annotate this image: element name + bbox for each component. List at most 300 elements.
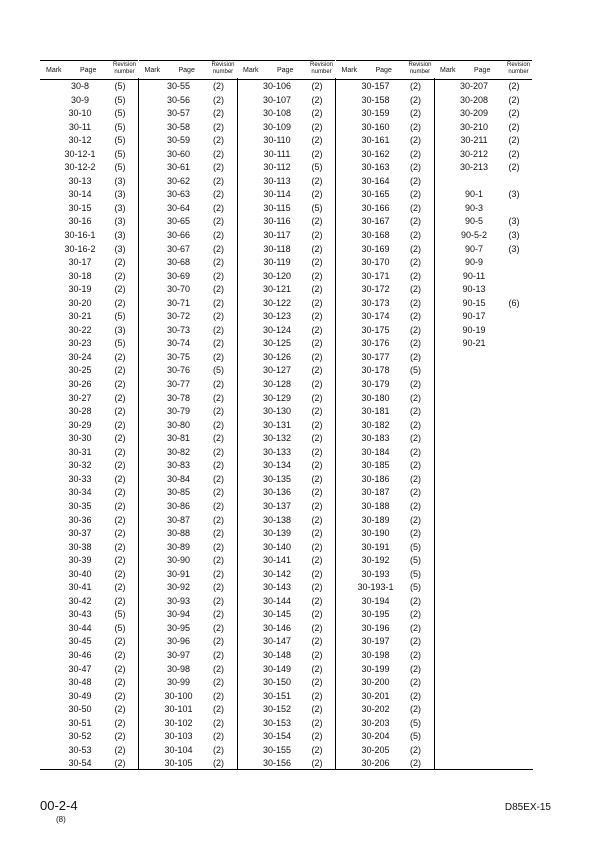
table-row xyxy=(139,80,237,94)
revision-cell: (2) xyxy=(311,175,323,186)
page-cell: 30-51 xyxy=(68,717,92,728)
table-row xyxy=(40,351,138,365)
revision-cell: (2) xyxy=(311,121,323,132)
table-row xyxy=(139,744,237,758)
revision-cell: (2) xyxy=(114,595,126,606)
table-row xyxy=(237,405,335,419)
mark-header: Mark xyxy=(243,67,259,74)
revision-cell: (3) xyxy=(508,216,520,227)
table-column-block xyxy=(237,60,335,771)
page-cell: 30-54 xyxy=(68,758,92,769)
table-row xyxy=(139,595,237,609)
table-row xyxy=(40,229,138,243)
page-cell: 30-60 xyxy=(166,148,191,159)
table-row xyxy=(237,744,335,758)
revision-cell: (5) xyxy=(114,121,126,132)
revision-cell: (2) xyxy=(114,649,126,660)
table-row xyxy=(336,581,434,595)
page-cell: 30-83 xyxy=(166,460,191,471)
page-cell: 30-147 xyxy=(262,636,292,647)
page-cell: 30-150 xyxy=(262,677,292,688)
revision-cell: (2) xyxy=(114,731,126,742)
page-cell: 30-102 xyxy=(164,717,193,728)
table-row xyxy=(336,337,434,351)
table-row xyxy=(336,324,434,338)
page-cell: 30-152 xyxy=(262,704,292,715)
table-row xyxy=(40,256,138,270)
revision-cell: (2) xyxy=(114,351,126,362)
page-cell: 30-168 xyxy=(361,230,390,241)
page-cell: 30-12-1 xyxy=(64,148,96,159)
table-row xyxy=(237,446,335,460)
table-row xyxy=(336,148,434,162)
revision-cell: (2) xyxy=(410,270,421,281)
revision-cell: (2) xyxy=(311,500,323,511)
table-row xyxy=(139,161,237,175)
page-cell: 30-56 xyxy=(166,94,191,105)
revision-cell: (2) xyxy=(311,243,323,254)
page-cell: 30-160 xyxy=(361,121,390,132)
table-row xyxy=(237,283,335,297)
revision-cell: (2) xyxy=(410,230,421,241)
mark-header: Mark xyxy=(144,67,161,74)
table-row xyxy=(237,595,335,609)
table-row xyxy=(139,297,237,311)
page-cell: 90-11 xyxy=(462,270,486,281)
table-row xyxy=(237,649,335,663)
revision-cell: (2) xyxy=(311,568,323,579)
revision-cell: (2) xyxy=(213,284,224,295)
table-row xyxy=(434,148,532,162)
revision-cell: (2) xyxy=(213,487,224,498)
page-cell: 30-180 xyxy=(361,392,390,403)
page-cell: 30-112 xyxy=(263,162,291,173)
page-cell: 30-68 xyxy=(166,257,191,268)
revision-cell: (2) xyxy=(311,595,323,606)
revision-cell: (2) xyxy=(410,419,421,430)
revision-header-line1: Revision xyxy=(408,62,432,68)
table-row xyxy=(336,161,434,175)
page-cell: 30-173 xyxy=(361,297,390,308)
page-cell: 30-175 xyxy=(361,324,390,335)
revision-cell: (2) xyxy=(311,324,323,335)
mark-header: Mark xyxy=(440,67,456,74)
page-cell: 30-16-1 xyxy=(64,230,96,241)
table-row xyxy=(40,270,138,284)
page-cell: 30-198 xyxy=(361,649,390,660)
page-cell: 30-39 xyxy=(68,555,92,566)
page-number: 00-2-4 xyxy=(40,798,78,813)
revision-cell: (2) xyxy=(311,406,323,417)
table-row xyxy=(237,500,335,514)
page-cell: 30-145 xyxy=(262,609,292,620)
revision-cell: (2) xyxy=(410,636,421,647)
table-row xyxy=(40,649,138,663)
table-row xyxy=(237,215,335,229)
table-row xyxy=(434,337,532,351)
page-cell: 30-114 xyxy=(263,189,291,200)
table-row xyxy=(336,202,434,216)
table-row xyxy=(139,364,237,378)
table-row xyxy=(336,256,434,270)
revision-cell: (2) xyxy=(508,135,520,146)
table-row xyxy=(237,297,335,311)
page-cell: 30-52 xyxy=(68,731,92,742)
revision-cell: (2) xyxy=(311,744,323,755)
table-row xyxy=(336,310,434,324)
page-cell: 90-9 xyxy=(464,257,483,268)
page-cell: 30-113 xyxy=(263,175,291,186)
page-cell: 30-110 xyxy=(263,135,291,146)
page-cell: 30-148 xyxy=(262,649,292,660)
revision-cell: (2) xyxy=(311,622,323,633)
table-row xyxy=(336,419,434,433)
page-cell: 30-28 xyxy=(68,406,92,417)
revision-cell: (2) xyxy=(213,677,224,688)
page-cell: 30-108 xyxy=(262,108,292,119)
page-cell: 30-189 xyxy=(361,514,390,525)
page-cell: 30-187 xyxy=(361,487,390,498)
table-row xyxy=(40,419,138,433)
table-row xyxy=(336,378,434,392)
table-row xyxy=(40,392,138,406)
page-cell: 30-158 xyxy=(361,94,390,105)
table-row xyxy=(237,229,335,243)
page-cell: 30-149 xyxy=(262,663,292,674)
table-row xyxy=(434,202,532,216)
page-cell: 30-124 xyxy=(262,324,292,335)
table-row xyxy=(336,744,434,758)
page-cell: 30-132 xyxy=(262,433,292,444)
revision-cell: (2) xyxy=(410,189,421,200)
page-cell: 30-49 xyxy=(68,690,92,701)
page-cell: 90-1 xyxy=(464,189,483,200)
page-cell: 30-154 xyxy=(262,731,292,742)
revision-cell: (2) xyxy=(508,108,520,119)
table-row xyxy=(237,351,335,365)
page-cell: 30-121 xyxy=(262,284,292,295)
table-row xyxy=(336,514,434,528)
page-cell: 30-190 xyxy=(361,528,390,539)
table-row xyxy=(434,324,532,338)
page-cell: 30-156 xyxy=(262,758,292,769)
table-row xyxy=(40,202,138,216)
table-row xyxy=(139,608,237,622)
page-cell: 30-12-2 xyxy=(64,162,96,173)
revision-cell: (2) xyxy=(311,636,323,647)
page-cell: 30-33 xyxy=(68,473,92,484)
page-cell: 30-200 xyxy=(361,677,390,688)
page-cell: 30-129 xyxy=(262,392,292,403)
revision-cell: (2) xyxy=(213,338,224,349)
revision-cell: (2) xyxy=(114,690,126,701)
page-cell: 30-72 xyxy=(166,311,191,322)
page-cell: 30-116 xyxy=(263,216,291,227)
table-row xyxy=(237,270,335,284)
page-cell: 30-88 xyxy=(166,528,191,539)
page-cell: 30-89 xyxy=(166,541,191,552)
revision-cell: (2) xyxy=(311,663,323,674)
revision-cell: (5) xyxy=(114,94,126,105)
table-row xyxy=(336,432,434,446)
page-cell: 30-18 xyxy=(68,270,92,281)
page-cell: 30-209 xyxy=(459,108,489,119)
table-row xyxy=(40,473,138,487)
page-cell: 30-16 xyxy=(68,216,92,227)
revision-cell: (2) xyxy=(410,406,421,417)
revision-cell: (2) xyxy=(213,270,224,281)
page-cell: 30-62 xyxy=(166,175,191,186)
page-cell: 30-36 xyxy=(68,514,92,525)
page-cell: 30-42 xyxy=(68,595,92,606)
table-row xyxy=(336,297,434,311)
revision-cell: (2) xyxy=(114,257,126,268)
table-row xyxy=(336,215,434,229)
page-cell: 30-104 xyxy=(164,744,193,755)
table-row xyxy=(139,121,237,135)
page-cell: 30-12 xyxy=(68,135,92,146)
page-cell: 30-40 xyxy=(68,568,92,579)
page-cell: 30-211 xyxy=(460,135,488,146)
revision-cell: (2) xyxy=(311,230,323,241)
page-cell: 30-87 xyxy=(166,514,191,525)
revision-cell: (2) xyxy=(508,148,520,159)
table-row xyxy=(336,500,434,514)
table-row xyxy=(336,446,434,460)
page-cell: 30-141 xyxy=(262,555,292,566)
table-row xyxy=(237,568,335,582)
table-row xyxy=(139,392,237,406)
revision-cell: (2) xyxy=(213,148,224,159)
page-cell: 90-3 xyxy=(464,202,483,213)
table-row xyxy=(434,310,532,324)
table-row xyxy=(237,730,335,744)
revision-cell: (2) xyxy=(114,487,126,498)
revision-cell: (2) xyxy=(410,744,421,755)
table-row xyxy=(40,310,138,324)
revision-cell: (2) xyxy=(311,189,323,200)
revision-cell: (3) xyxy=(114,202,126,213)
table-row xyxy=(139,554,237,568)
table-row xyxy=(336,405,434,419)
table-row xyxy=(139,649,237,663)
mark-header: Mark xyxy=(341,67,358,74)
table-row xyxy=(40,622,138,636)
page-cell: 30-177 xyxy=(361,351,390,362)
revision-cell: (2) xyxy=(213,162,224,173)
page-cell: 30-41 xyxy=(68,582,92,593)
page-cell: 30-138 xyxy=(262,514,292,525)
page-cell: 30-163 xyxy=(361,162,390,173)
revision-cell: (2) xyxy=(114,582,126,593)
page-cell: 30-183 xyxy=(361,433,390,444)
revision-cell: (2) xyxy=(508,121,520,132)
table-row xyxy=(237,337,335,351)
table-row xyxy=(434,134,532,148)
revision-cell: (2) xyxy=(114,555,126,566)
revision-cell: (2) xyxy=(410,433,421,444)
table-row xyxy=(40,459,138,473)
revision-cell: (2) xyxy=(213,514,224,525)
revision-cell: (2) xyxy=(114,284,126,295)
page-cell: 30-191 xyxy=(361,541,390,552)
page-cell: 30-164 xyxy=(361,175,390,186)
revision-cell: (2) xyxy=(410,175,421,186)
page-cell: 30-69 xyxy=(166,270,191,281)
revision-cell: (5) xyxy=(410,717,421,728)
table-row xyxy=(336,527,434,541)
table-row xyxy=(336,134,434,148)
revision-cell: (2) xyxy=(311,446,323,457)
page-cell: 30-203 xyxy=(361,717,390,728)
table-row xyxy=(40,595,138,609)
page-cell: 30-74 xyxy=(166,338,191,349)
page-cell: 30-22 xyxy=(68,324,92,335)
revision-cell: (2) xyxy=(410,609,421,620)
table-row xyxy=(139,351,237,365)
revision-cell: (2) xyxy=(410,243,421,254)
table-row xyxy=(237,622,335,636)
page-cell: 30-204 xyxy=(361,731,390,742)
revision-cell: (2) xyxy=(410,297,421,308)
revision-cell: (2) xyxy=(213,94,224,105)
table-row xyxy=(139,419,237,433)
revision-cell: (2) xyxy=(213,500,224,511)
revision-cell: (2) xyxy=(311,351,323,362)
page-cell: 30-167 xyxy=(361,216,390,227)
revision-cell: (2) xyxy=(311,582,323,593)
page-cell: 30-37 xyxy=(68,528,92,539)
page-cell: 30-101 xyxy=(164,704,193,715)
table-row xyxy=(237,554,335,568)
table-row xyxy=(237,378,335,392)
revision-cell: (2) xyxy=(114,392,126,403)
table-row xyxy=(237,134,335,148)
table-row xyxy=(336,270,434,284)
table-row xyxy=(40,134,138,148)
table-row xyxy=(336,121,434,135)
revision-cell: (2) xyxy=(410,162,421,173)
table-row xyxy=(139,500,237,514)
revision-cell: (2) xyxy=(114,446,126,457)
page-cell: 30-61 xyxy=(166,162,191,173)
revision-cell: (3) xyxy=(114,324,126,335)
table-row xyxy=(237,608,335,622)
table-row xyxy=(237,676,335,690)
table-row xyxy=(139,310,237,324)
page-cell: 30-122 xyxy=(262,297,292,308)
revision-cell: (2) xyxy=(213,216,224,227)
table-row xyxy=(336,175,434,189)
revision-cell: (2) xyxy=(311,649,323,660)
table-row xyxy=(336,473,434,487)
page-cell: 30-13 xyxy=(68,175,92,186)
revision-cell: (2) xyxy=(410,500,421,511)
revision-cell: (2) xyxy=(410,514,421,525)
table-row xyxy=(237,527,335,541)
revision-cell: (2) xyxy=(213,731,224,742)
table-row xyxy=(40,717,138,731)
table-row xyxy=(139,243,237,257)
column-divider xyxy=(434,78,435,769)
revision-header xyxy=(310,62,333,76)
revision-cell: (2) xyxy=(410,108,421,119)
table-row xyxy=(40,215,138,229)
revision-cell: (2) xyxy=(114,365,126,376)
revision-cell: (2) xyxy=(213,351,224,362)
revision-cell: (2) xyxy=(213,704,224,715)
revision-header xyxy=(408,62,431,76)
table-row xyxy=(40,568,138,582)
page-cell: 30-192 xyxy=(361,555,390,566)
table-row xyxy=(139,541,237,555)
page-cell: 30-206 xyxy=(361,758,390,769)
table-row xyxy=(40,608,138,622)
revision-cell: (2) xyxy=(213,419,224,430)
page-cell: 30-143 xyxy=(262,582,292,593)
page-cell: 30-64 xyxy=(166,202,191,213)
revision-cell: (2) xyxy=(311,94,323,105)
revision-cell: (2) xyxy=(311,487,323,498)
table-bottom-rule xyxy=(40,769,533,770)
page-cell: 30-118 xyxy=(263,243,291,254)
revision-cell: (2) xyxy=(114,460,126,471)
revision-cell: (2) xyxy=(410,94,421,105)
page-cell: 30-34 xyxy=(68,487,92,498)
page-cell: 90-15 xyxy=(462,297,486,308)
page-cell: 30-80 xyxy=(166,419,191,430)
page-cell: 30-65 xyxy=(166,216,191,227)
revision-cell: (2) xyxy=(311,379,323,390)
revision-cell: (2) xyxy=(410,338,421,349)
table-row xyxy=(40,486,138,500)
table-row xyxy=(139,676,237,690)
revision-cell: (2) xyxy=(213,135,224,146)
revision-cell: (2) xyxy=(213,568,224,579)
page-cell: 30-31 xyxy=(68,446,92,457)
revision-cell: (2) xyxy=(114,541,126,552)
revision-cell: (2) xyxy=(213,609,224,620)
revision-header-line2: number xyxy=(114,69,135,75)
table-row xyxy=(237,94,335,108)
table-row xyxy=(40,635,138,649)
page-cell: 30-76 xyxy=(166,365,191,376)
revision-cell: (2) xyxy=(114,433,126,444)
page-cell: 30-100 xyxy=(164,690,193,701)
page-cell: 30-207 xyxy=(459,81,489,91)
revision-cell: (2) xyxy=(410,677,421,688)
table-row xyxy=(336,94,434,108)
page-cell: 30-26 xyxy=(68,379,92,390)
page-cell: 30-47 xyxy=(68,663,92,674)
page-cell: 30-185 xyxy=(361,460,390,471)
page-cell: 30-184 xyxy=(361,446,390,457)
revision-cell: (2) xyxy=(114,297,126,308)
table-row xyxy=(40,188,138,202)
table-row xyxy=(40,121,138,135)
model-name: D85EX-15 xyxy=(504,802,551,813)
page-cell: 30-17 xyxy=(68,257,92,268)
page-cell: 30-157 xyxy=(361,81,390,91)
page-cell: 30-107 xyxy=(262,94,292,105)
table-row xyxy=(139,635,237,649)
table-row xyxy=(139,459,237,473)
page-cell: 30-153 xyxy=(262,717,292,728)
page-cell: 30-38 xyxy=(68,541,92,552)
table-row xyxy=(139,337,237,351)
revision-cell: (2) xyxy=(213,595,224,606)
page-cell: 30-162 xyxy=(361,148,390,159)
